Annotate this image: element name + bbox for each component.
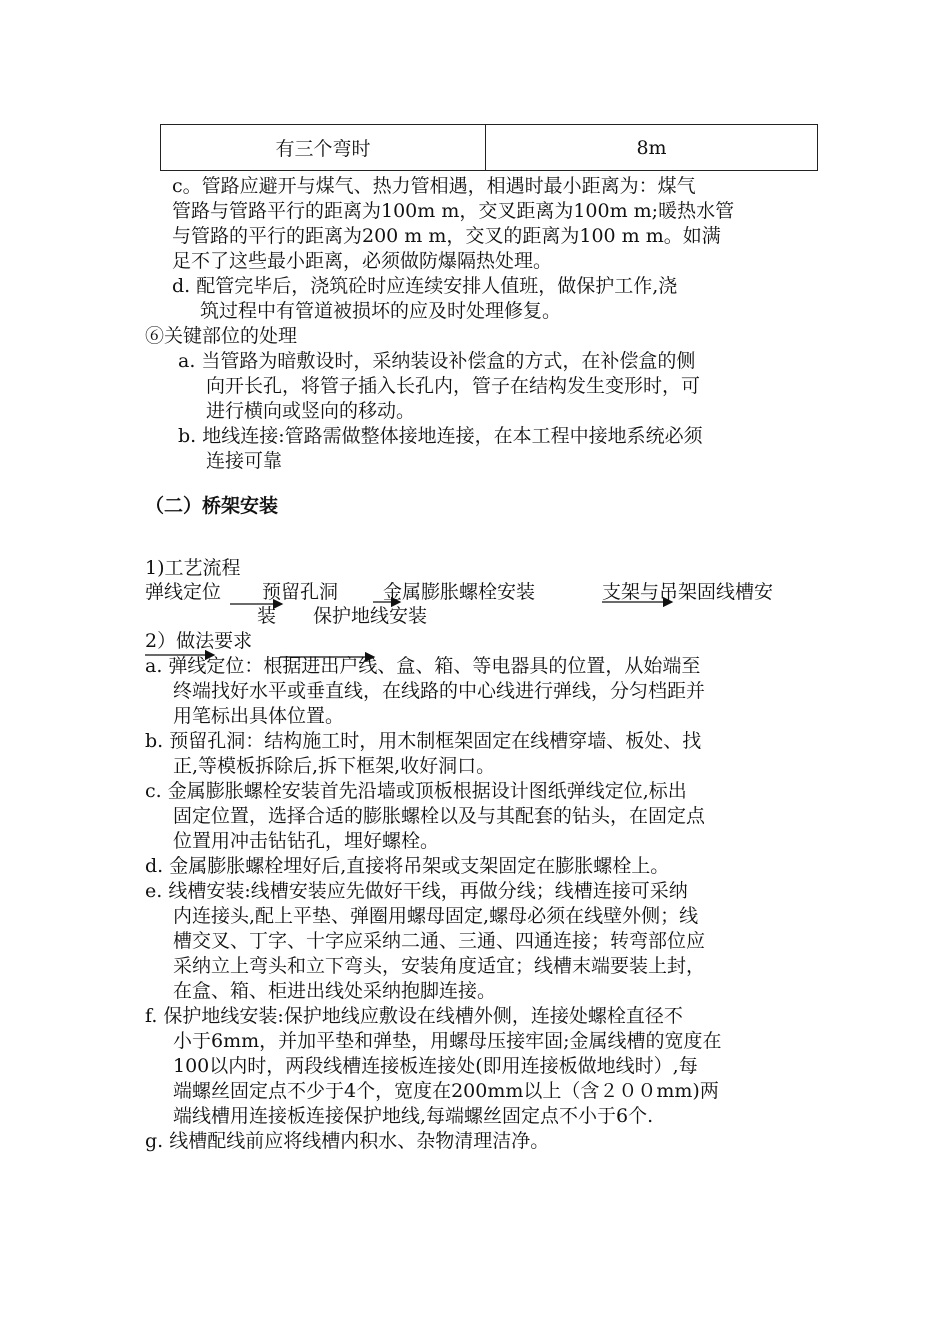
- method-item-line: 采纳立上弯头和立下弯头，安装角度适宜；线槽末端要装上封，: [173, 955, 706, 977]
- method-item-line: 槽交叉、丁字、十字应采纳二通、三通、四通连接；转弯部位应: [173, 930, 706, 952]
- method-item-line: 正,等模板拆除后,拆下框架,收好洞口。: [173, 755, 496, 777]
- method-title: 2）做法要求: [145, 630, 253, 652]
- method-item-line: 位置用冲击钻钻孔，埋好螺栓。: [173, 830, 440, 852]
- flow-step-4-continued: 装: [257, 605, 277, 627]
- method-item-line: 端螺丝固定点不少于4个，宽度在200mm以上（含２００mm)两: [173, 1080, 719, 1102]
- flow-step-3: 金属膨胀螺栓安装: [383, 581, 536, 603]
- section-title: ⑥关键部位的处理: [145, 325, 298, 347]
- flow-step-2: 预留孔洞: [262, 581, 339, 603]
- method-item-line: d. 金属膨胀螺栓埋好后,直接将吊架或支架固定在膨胀螺栓上。: [145, 855, 670, 877]
- table-cell-condition: 有三个弯时: [161, 125, 486, 171]
- method-item-line: 100以内时，两段线槽连接板连接处(即用连接板做地线时）,每: [173, 1055, 698, 1077]
- method-item-line: a. 弹线定位：根据进出户线、盒、箱、等电器具的位置，从始端至: [145, 655, 701, 677]
- item-c-line: c。管路应避开与煤气、热力管相遇，相遇时最小距离为：煤气: [172, 175, 696, 197]
- flow-step-4: 支架与吊架固线槽安: [602, 581, 774, 603]
- method-item-line: e. 线槽安装:线槽安装应先做好干线，再做分线；线槽连接可采纳: [145, 880, 688, 902]
- section6-a-line: 进行横向或竖向的移动。: [206, 400, 416, 422]
- method-item-line: f. 保护地线安装:保护地线应敷设在线槽外侧，连接处螺栓直径不: [145, 1005, 683, 1027]
- method-item-line: g. 线槽配线前应将线槽内积水、杂物清理洁净。: [145, 1130, 550, 1152]
- item-c-line: 与管路的平行的距离为200 m m，交叉的距离为100 m m。如满: [172, 225, 721, 247]
- flow-step-5: 保护地线安装: [313, 605, 428, 627]
- flow-title: 1)工艺流程: [145, 557, 241, 579]
- method-item-line: 固定位置，选择合适的膨胀螺栓以及与其配套的钻头，在固定点: [173, 805, 706, 827]
- item-c-line: 足不了这些最小距离，必须做防爆隔热处理。: [172, 250, 553, 272]
- method-item-line: b. 预留孔洞：结构施工时，用木制框架固定在线槽穿墙、板处、找: [145, 730, 702, 752]
- section6-a-line: a. 当管路为暗敷设时，采纳装设补偿盒的方式，在补偿盒的侧: [178, 350, 696, 372]
- method-item-line: c. 金属膨胀螺栓安装首先沿墙或顶板根据设计图纸弹线定位,标出: [145, 780, 687, 802]
- section6-b-line: 连接可靠: [206, 450, 283, 472]
- section-heading: （二）桥架安装: [145, 495, 279, 517]
- table-cell-distance: 8m: [486, 125, 818, 171]
- flow-step-1: 弹线定位: [145, 581, 222, 603]
- item-c-line: 管路与管路平行的距离为100m m，交叉距离为100m m;暖热水管: [172, 200, 735, 222]
- method-item-line: 用笔标出具体位置。: [173, 705, 345, 727]
- method-item-line: 小于6mm，并加平垫和弹垫，用螺母压接牢固;金属线槽的宽度在: [173, 1030, 722, 1052]
- section6-b-line: b. 地线连接:管路需做整体接地连接，在本工程中接地系统必须: [178, 425, 703, 447]
- method-item-line: 终端找好水平或垂直线，在线路的中心线进行弹线，分匀档距并: [173, 680, 706, 702]
- method-item-line: 端线槽用连接板连接保护地线,每端螺丝固定点不小于6个.: [173, 1105, 654, 1127]
- method-item-line: 内连接头,配上平垫、弹圈用螺母固定,螺母必须在线壁外侧；线: [173, 905, 699, 927]
- section6-a-line: 向开长孔，将管子插入长孔内，管子在结构发生变形时，可: [206, 375, 701, 397]
- item-d-line: d. 配管完毕后，浇筑砼时应连续安排人值班，做保护工作,浇: [172, 275, 678, 297]
- item-d-line: 筑过程中有管道被损坏的应及时处理修复。: [200, 300, 562, 322]
- method-item-line: 在盒、箱、柜进出线处采纳抱脚连接。: [173, 980, 497, 1002]
